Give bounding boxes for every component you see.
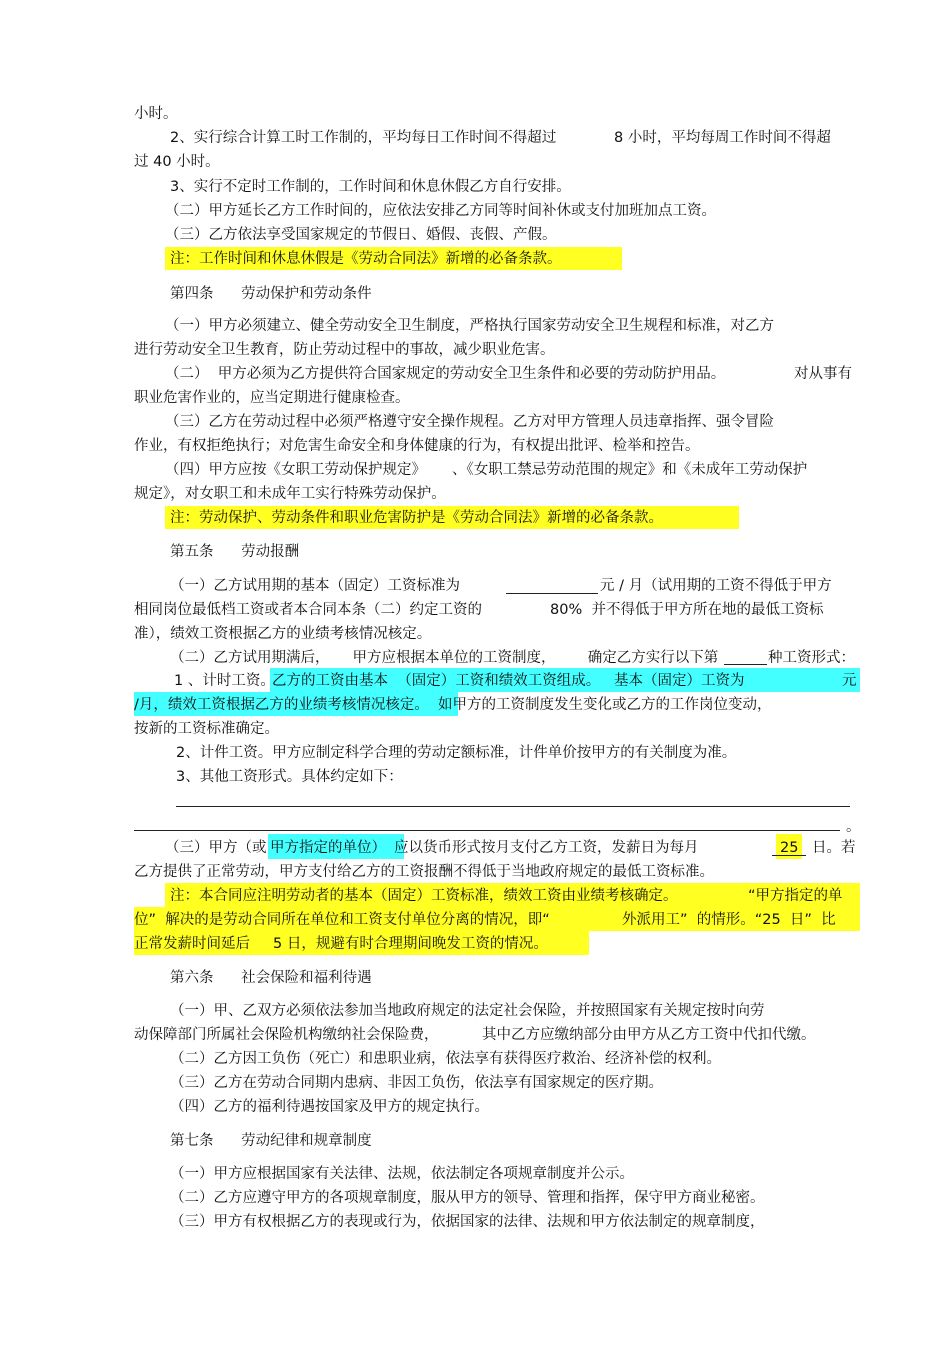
text-line: 甲方指定的单位）: [270, 840, 386, 856]
text-line: 2、实行综合计算工时工作制的，平均每日工作时间不得超过: [170, 130, 557, 146]
note-text: 正常发薪时间延后 5 日，规避有时合理期间晚发工资的情况。: [134, 936, 548, 952]
other-wage-blank-2[interactable]: [134, 830, 840, 831]
text-line: 应以货币形式按月支付乙方工资，发薪日为每月: [394, 840, 699, 856]
text-line: 对从事有: [794, 366, 852, 382]
text-line: 过 40 小时。: [134, 154, 220, 170]
text-line: 8 小时，平均每周工作时间不得超: [614, 130, 831, 146]
note-text: 注：工作时间和休息休假是《劳动合同法》新增的必备条款。: [170, 251, 562, 267]
text-line: 80% 并不得低于甲方所在地的最低工资标: [550, 602, 824, 618]
text-line: （二）乙方因工负伤（死亡）和患职业病，依法享有获得医疗救治、经济补偿的权利。: [170, 1051, 721, 1067]
text-line: 、《女职工禁忌劳动范围的规定》和《未成年工劳动保护: [452, 462, 808, 478]
text-line: 乙方提供了正常劳动，甲方支付给乙方的工资报酬不得低于当地政府规定的最低工资标准。: [134, 864, 714, 880]
text-line: 职业危害作业的，应当定期进行健康检查。: [134, 390, 410, 406]
text-line: （一）甲方应根据国家有关法律、法规，依法制定各项规章制度并公示。: [170, 1166, 634, 1182]
text-line: （四）甲方应按《女职工劳动保护规定》: [165, 462, 426, 478]
text-line: 其中乙方应缴纳部分由甲方从乙方工资中代扣代缴。: [482, 1027, 816, 1043]
text-line: 3、其他工资形式。具体约定如下：: [176, 769, 403, 785]
trial-wage-blank[interactable]: [506, 593, 598, 594]
text-line: （三）甲方（或: [165, 840, 267, 856]
note-text: 外派用工” 的情形。“25 日” 比: [622, 912, 836, 928]
text-line: 1 、计时工资。: [174, 673, 275, 689]
note-text: 注：劳动保护、劳动条件和职业危害防护是《劳动合同法》新增的必备条款。: [170, 510, 663, 526]
text-line: 作业，有权拒绝执行；对危害生命安全和身体健康的行为，有权提出批评、检举和控告。: [134, 438, 700, 454]
text-line: （一）乙方试用期的基本（固定）工资标准为: [170, 578, 460, 594]
text-line: （二）乙方应遵守甲方的各项规章制度，服从甲方的领导、管理和指挥，保守甲方商业秘密。: [170, 1190, 765, 1206]
text-line: 相同岗位最低档工资或者本合同本条（二）约定工资的: [134, 602, 482, 618]
text-line: 日。若: [812, 840, 856, 856]
text-line: /月，绩效工资根据乙方的业绩考核情况核定。: [134, 697, 429, 713]
text-line: （二）甲方延长乙方工作时间的，应依法安排乙方同等时间补休或支付加班加点工资。: [165, 203, 716, 219]
article-heading: 第七条 劳动纪律和规章制度: [170, 1133, 372, 1149]
article-heading: 第六条 社会保险和福利待遇: [170, 970, 372, 986]
text-line: （四）乙方的福利待遇按国家及甲方的规定执行。: [170, 1099, 489, 1115]
payday-value: 25: [780, 840, 799, 856]
text-line: 动保障部门所属社会保险机构缴纳社会保险费，: [134, 1027, 439, 1043]
text-line: 按新的工资标准确定。: [134, 721, 279, 737]
article-heading: 第五条 劳动报酬: [170, 544, 300, 560]
wage-form-blank[interactable]: [724, 664, 767, 665]
text-line: 准），绩效工资根据乙方的业绩考核情况核定。: [134, 626, 432, 642]
article-heading: 第四条 劳动保护和劳动条件: [170, 286, 372, 302]
text-line: 。: [846, 819, 861, 835]
text-line: （三）乙方在劳动过程中必须严格遵守安全操作规程。乙方对甲方管理人员违章指挥、强令冒险: [165, 414, 774, 430]
text-line: 元 / 月（试用期的工资不得低于甲方: [600, 578, 832, 594]
text-line: （三）甲方有权根据乙方的表现或行为，依据国家的法律、法规和甲方依法制定的规章制度，: [170, 1214, 765, 1230]
text-line: 乙方的工资由基本 （固定）工资和绩效工资组成。 基本（固定）工资为: [272, 673, 745, 689]
other-wage-blank-1[interactable]: [176, 806, 850, 807]
text-line: （三）乙方在劳动合同期内患病、非因工负伤，依法享有国家规定的医疗期。: [170, 1075, 663, 1091]
note-text: 注：本合同应注明劳动者的基本（固定）工资标准，绩效工资由业绩考核确定。: [170, 888, 678, 904]
text-line: 进行劳动安全卫生教育，防止劳动过程中的事故，减少职业危害。: [134, 342, 555, 358]
text-line: 规定》，对女职工和未成年工实行特殊劳动保护。: [134, 486, 446, 502]
text-line: （二）乙方试用期满后， 甲方应根据本单位的工资制度， 确定乙方实行以下第: [170, 650, 719, 666]
text-line: （一）甲、乙双方必须依法参加当地政府规定的法定社会保险，并按照国家有关规定按时向劳: [170, 1003, 765, 1019]
text-line: 如甲方的工资制度发生变化或乙方的工作岗位变动，: [438, 697, 772, 713]
text-line: 小时。: [134, 106, 178, 122]
text-line: （三）乙方依法享受国家规定的节假日、婚假、丧假、产假。: [165, 227, 557, 243]
text-line: （二） 甲方必须为乙方提供符合国家规定的劳动安全卫生条件和必要的劳动防护用品。: [165, 366, 726, 382]
text-line: 3、实行不定时工作制的，工作时间和休息休假乙方自行安排。: [170, 179, 571, 195]
text-line: 种工资形式：: [768, 650, 855, 666]
text-line: 2、计件工资。甲方应制定科学合理的劳动定额标准，计件单价按甲方的有关制度为准。: [176, 745, 737, 761]
text-line: 元: [842, 673, 857, 689]
note-text: 位” 解决的是劳动合同所在单位和工资支付单位分离的情况，即“: [134, 912, 550, 928]
text-line: （一）甲方必须建立、健全劳动安全卫生制度，严格执行国家劳动安全卫生规程和标准，对乙方: [165, 318, 774, 334]
note-text: “甲方指定的单: [748, 888, 843, 904]
